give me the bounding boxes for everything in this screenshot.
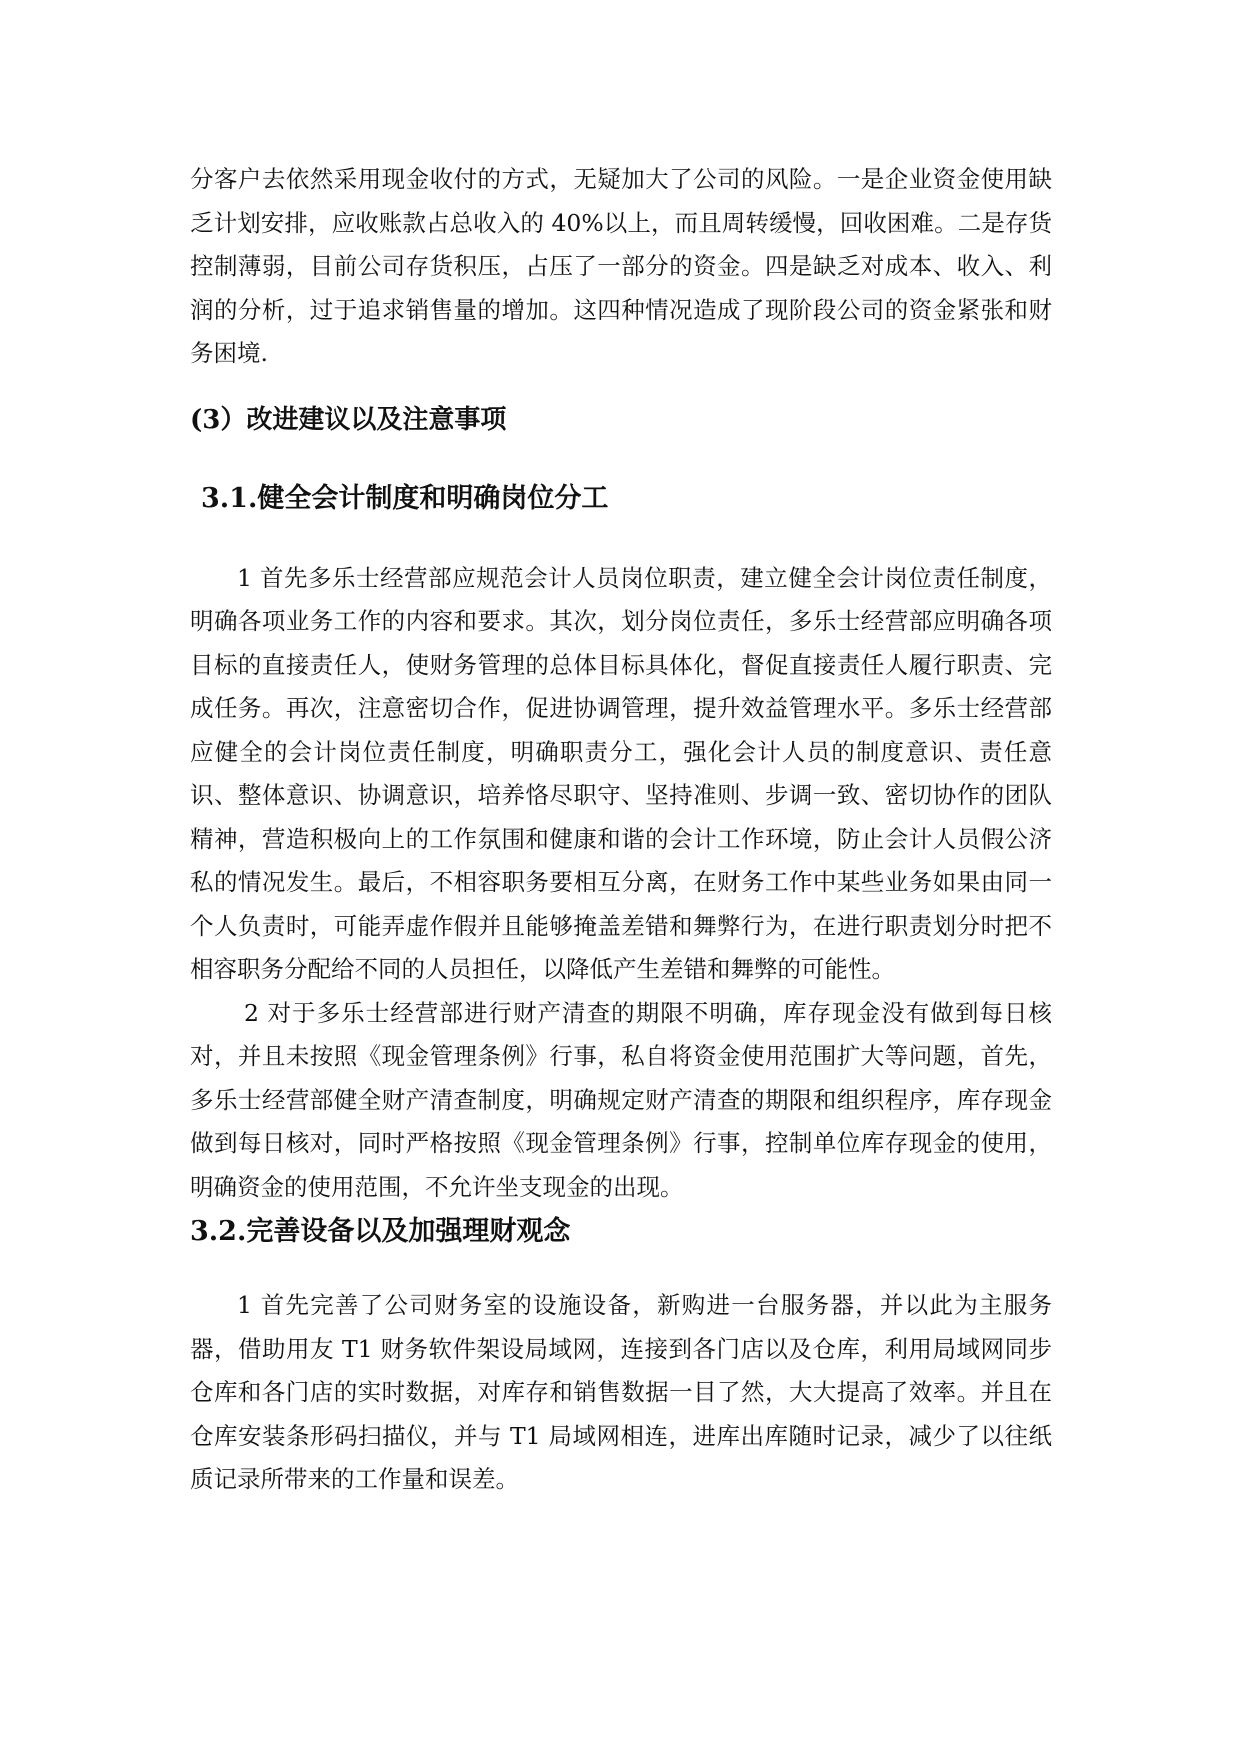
section-3-1-heading: 3.1.健全会计制度和明确岗位分工 bbox=[201, 482, 609, 514]
document-body bbox=[190, 158, 1052, 1502]
section-3-2-heading: 3.2.完善设备以及加强理财观念 bbox=[190, 1216, 571, 1247]
section-3-1-paragraph-1: 1 首先多乐士经营部应规范会计人员岗位职责，建立健全会计岗位责任制度，明确各项业务工作的内容和要求。其次，划分岗位责任，多乐士经营部应明确各项目标的直接责任人，使财务管理的总体目标具体化，督促直接责任人履行职责、完成任务。再次，注意密切合作，促进协调管理，提升效益管理水平。多乐士经营部应健全的会计岗位责任制度，明确职责分工，强化会计人员的制度意识、责任意识、整体意识、协调意识，培养恪尽职守、坚持准则、步调一致、密切协作的团队精神，营造积极向上的工作氛围和健康和谐的会计工作环境，防止会计人员假公济私的情况发生。最后，不相容职务要相互分离，在财务工作中某些业务如果由同一个人负责时，可能弄虚作假并且能够掩盖差错和舞弊行为，在进行职责划分时把不相容职务分配给不同的人员担任，以降低产生差错和舞弊的可能性。 bbox=[190, 563, 1052, 983]
section-3-heading: (3）改进建议以及注意事项 bbox=[190, 404, 507, 435]
section-3-2-paragraph-1: 1 首先完善了公司财务室的设施设备，新购进一台服务器，并以此为主服务器，借助用友 T1 财务软件架设局域网，连接到各门店以及仓库，利用局域网同步仓库和各门店的实时数据，对库存和销售数据一目了然，大大提高了效率。并且在仓库安装条形码扫描仪，并与 T1 局域网相连，进库出库随时记录，减少了以往纸质记录所带来的工作量和误差。 bbox=[190, 1291, 1052, 1493]
section-3-1-paragraph-2: 2 对于多乐士经营部进行财产清查的期限不明确，库存现金没有做到每日核对，并且未按照《现金管理条例》行事，私自将资金使用范围扩大等问题，首先，多乐士经营部健全财产清查制度，明确规定财产清查的期限和组织程序，库存现金做到每日核对，同时严格按照《现金管理条例》行事，控制单位库存现金的使用，明确资金的使用范围，不允许坐支现金的出现。 bbox=[190, 998, 1052, 1201]
intro-paragraph: 分客户去依然采用现金收付的方式，无疑加大了公司的风险。一是企业资金使用缺乏计划安排，应收账款占总收入的 40%以上，而且周转缓慢，回收困难。二是存货控制薄弱，目前公司存货积压，占压了一部分的资金。四是缺乏对成本、收入、利润的分析，过于追求销售量的增加。这四种情况造成了现阶段公司的资金紧张和财务困境. bbox=[190, 165, 1052, 367]
